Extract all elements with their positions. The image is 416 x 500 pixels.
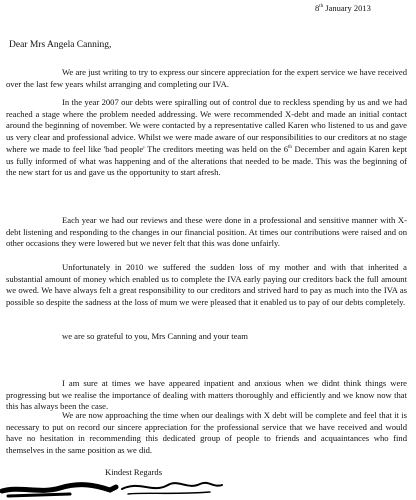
paragraph-completion: We are now approaching the time when our dealings with X debt will be complete and feel that it is necessary to put on record our sincere appreciation for the professional service that we have received and would have no hesitation in recommending this dedicated group of people to friends and acquaintances who find themselves in the same position as we did. (6, 410, 407, 456)
paragraph-patience: I am sure at times we have appeared inpatient and anxious when we didnt think things were progressing but we realise the importance of dealing with matters thoroughly and efficiently and we know now that this has always been the case. (6, 378, 407, 412)
letter-date: 8th January 2013 (315, 3, 371, 13)
redacted-signature-scribble (0, 476, 416, 500)
paragraph-background: In the year 2007 our debts were spiralling out of control due to reckless spending by us and we had reached a stage where the problem needed addressing. We were recommended X-debt and made an initial contact around the beginning of november. We were contacted by a representative called Karen who listened to us and gave us very clear and professional advice. Whilst we were made aware of our responsibilities to our creditors at no stage where we made to feel like 'bad people' The creditors meeting was held on the 6th December and again Karen kept us fully informed of what was happening and of the alterations that needed to be made. This was the beginning of the new start for us and gave us the opportunity to start afresh. (6, 97, 408, 178)
grateful-line: we are so grateful to you, Mrs Canning and your team (62, 331, 248, 341)
salutation: Dear Mrs Angela Canning, (9, 40, 112, 50)
paragraph-appreciation: We are just writing to try to express our sincere appreciation for the expert service we have received over the last few years whilst arranging and completing our IVA. (6, 67, 407, 89)
paragraph-reviews: Each year we had our reviews and these were done in a professional and sensitive manner with X-debt listening and responding to the changes in our financial position. At times our contributions were raised and on other occasions they were lowered but we never felt that this was done unfairly. (6, 215, 407, 249)
closing-line: Kindest Regards (105, 467, 163, 477)
paragraph-inheritance: Unfortunately in 2010 we suffered the sudden loss of my mother and with that inherited a substantial amount of money which enabled us to complete the IVA early paying our creditors back the full amount we owed. We have always felt a great responsibility to our creditors and strived hard to pay as much into the IVA as possible so despite the sadness at the loss of mum we were pleased that it enabled us to pay of our debts completely. (6, 262, 407, 308)
